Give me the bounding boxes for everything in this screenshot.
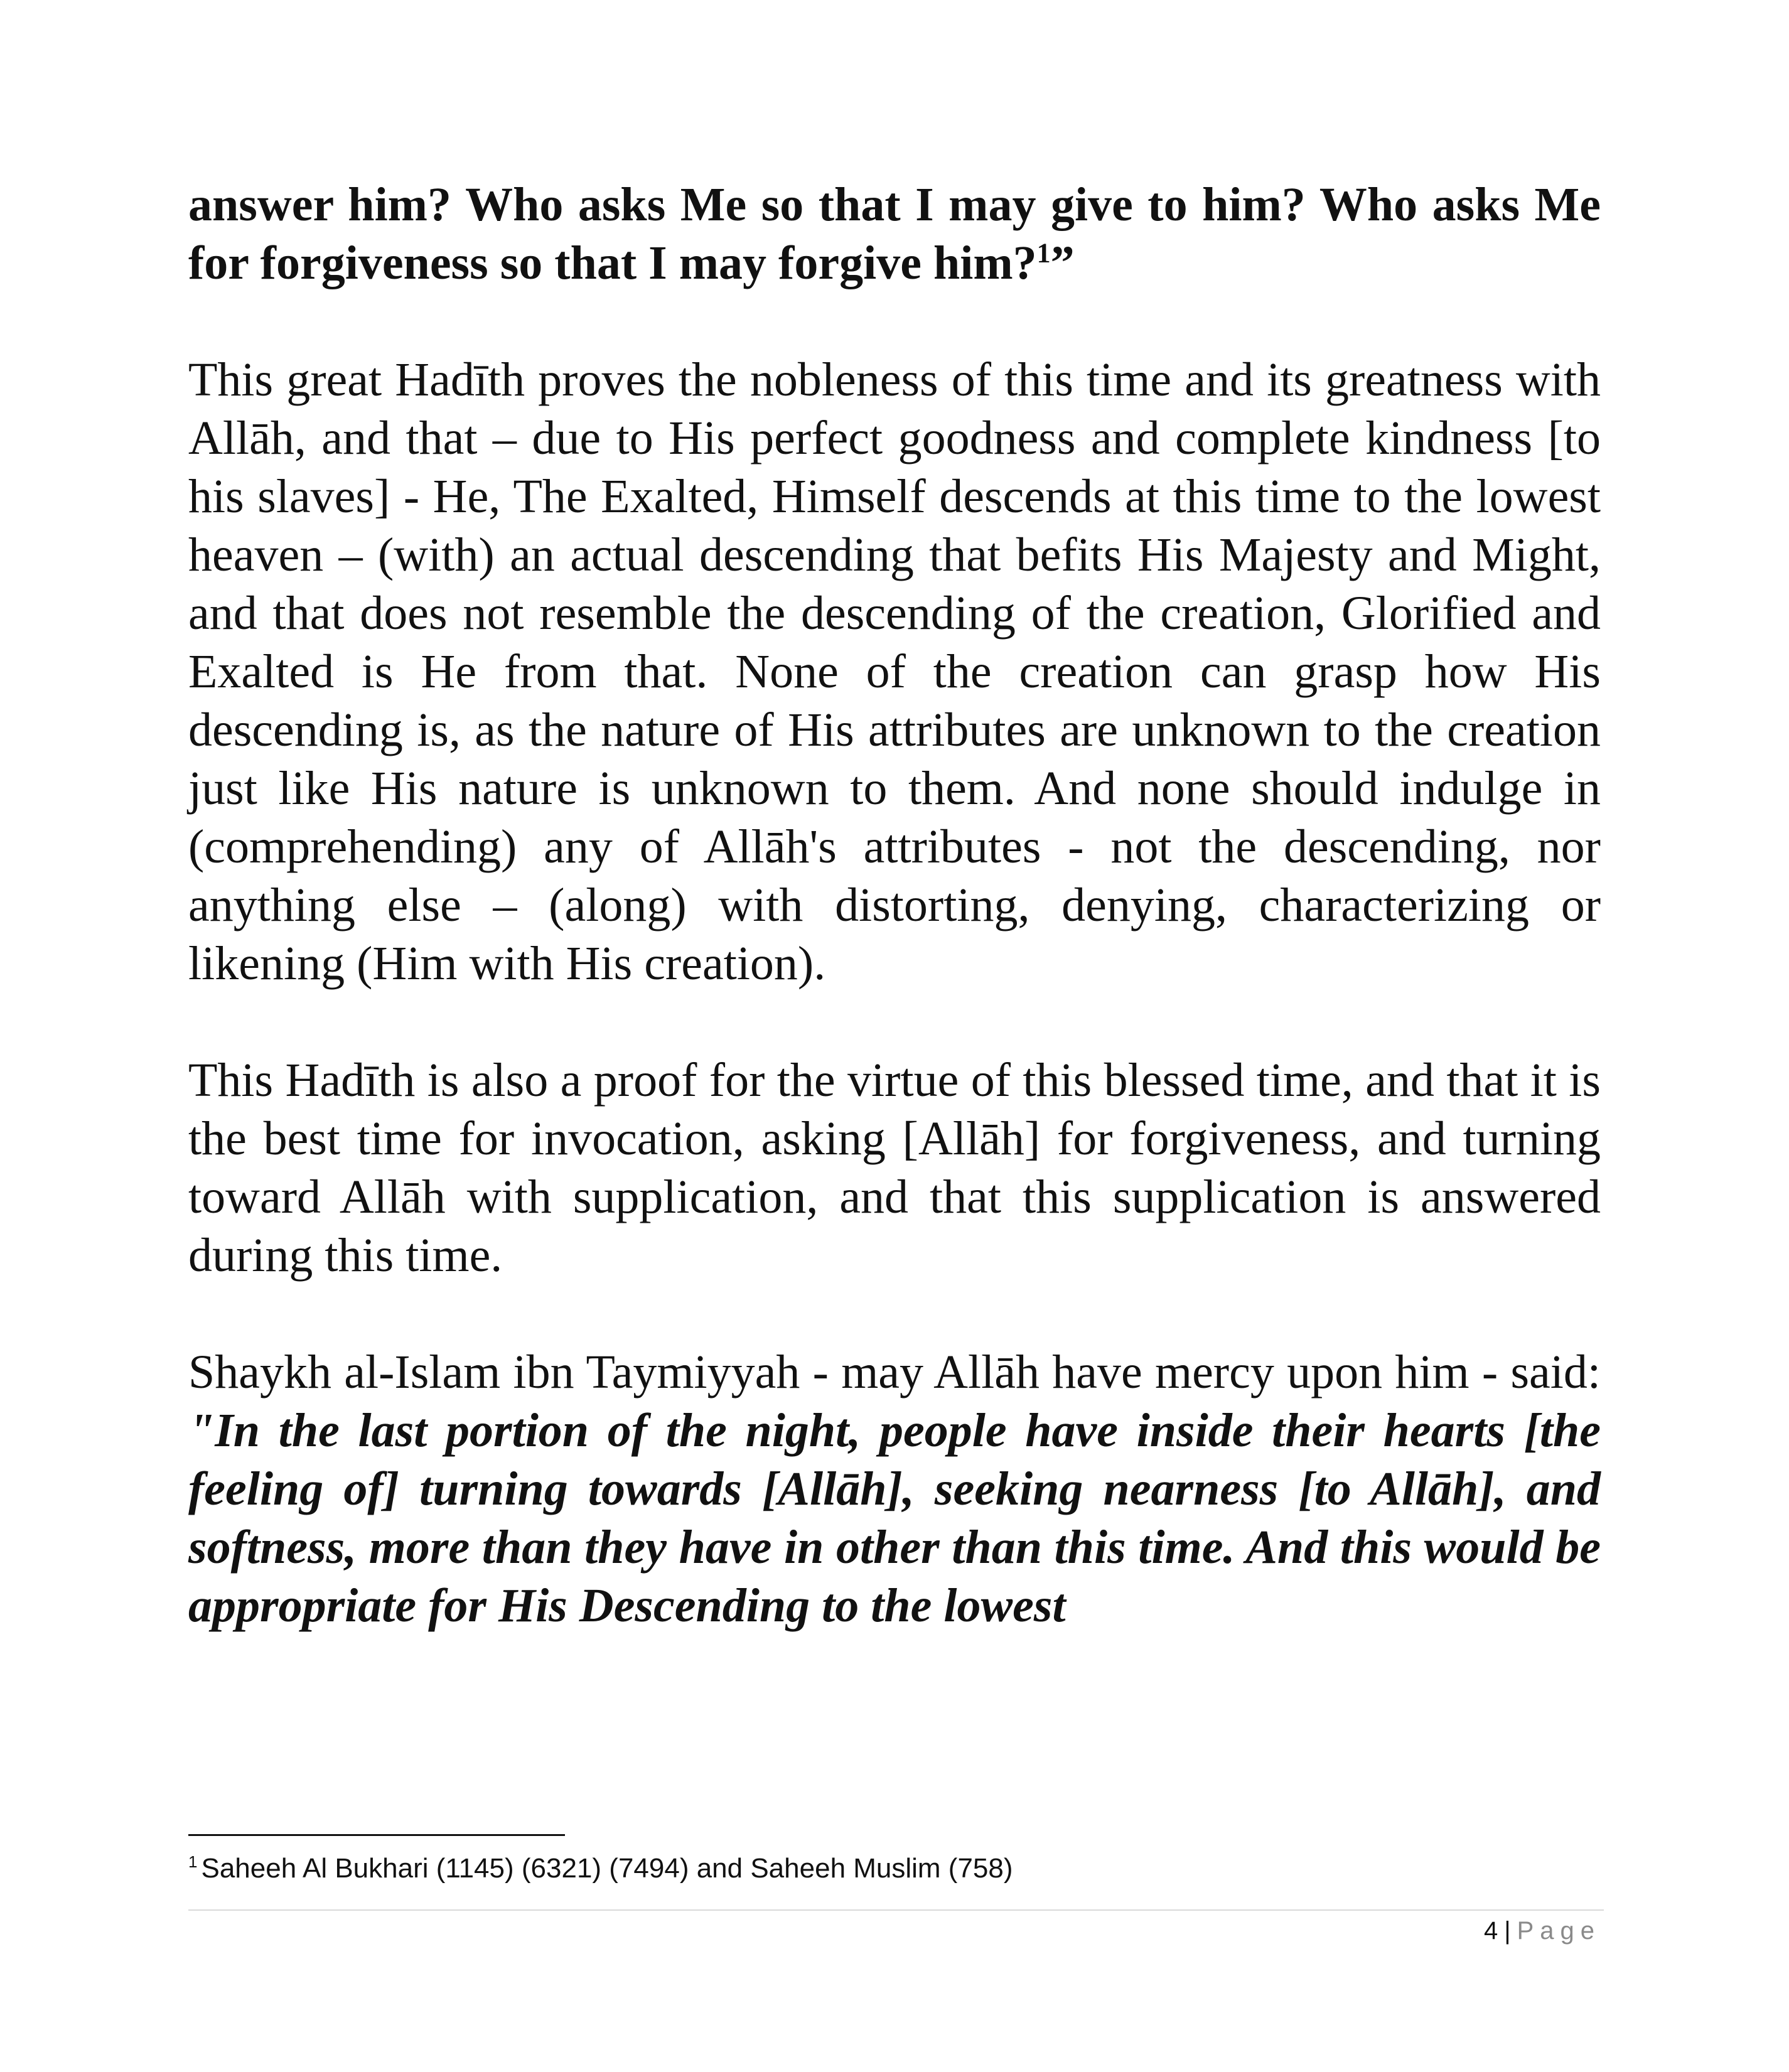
- page-number: 4: [1483, 1917, 1498, 1945]
- footer-divider: [188, 1909, 1604, 1911]
- page-label: Page: [1517, 1917, 1601, 1945]
- paragraph-virtue-of-time: This Hadīth is also a proof for the virtue of this blessed time, and that it is the best time for invocation, asking [Allāh] for forgiveness, and turning toward Allāh with supplication, and that this supplication is answered during this time.: [188, 1054, 1601, 1282]
- footnote: [188, 1850, 1013, 1887]
- closing-quote-mark: ”: [1050, 237, 1075, 289]
- hadith-quote-text: answer him? Who asks Me so that I may give to him? Who asks Me for forgiveness so that I may forgive him?: [188, 178, 1601, 289]
- hadith-quote-ending: [188, 176, 1601, 293]
- footnote-separator: [188, 1834, 565, 1836]
- quote-attribution: Shaykh al-Islam ibn Taymiyyah - may Allāh have mercy upon him - said:: [188, 1346, 1601, 1398]
- ibn-taymiyyah-quote: "In the last portion of the night, people have inside their hearts [the feeling of] turning towards [Allāh], seeking nearness [to Allāh], and softness, more than they have in other than this time. And this would be appropriate for His Descending to the lowest: [188, 1404, 1601, 1632]
- paragraph-hadith-explanation: This great Hadīth proves the nobleness of this time and its greatness with Allāh, and that – due to His perfect goodness and complete kindness [to his slaves] - He, The Exalted, Himself descends at this time to the lowest heaven – (with) an actual descending that befits His Majesty and Might, and that does not resemble the descending of the creation, Glorified and Exalted is He from that. None of the creation can grasp how His descending is, as the nature of His attributes are unknown to the creation just like His nature is unknown to them. And none should indulge in (comprehending) any of Allāh's attributes - not the descending, nor anything else – (along) with distorting, denying, characterizing or likening (Him with His creation).: [188, 353, 1601, 990]
- footnote-reference[interactable]: 1: [1036, 237, 1051, 269]
- page-footer: [1484, 1914, 1601, 1947]
- paragraph-ibn-taymiyyah: [188, 1343, 1601, 1635]
- footnote-marker: 1: [188, 1852, 198, 1872]
- footer-separator: |: [1504, 1917, 1511, 1945]
- footnote-text: Saheeh Al Bukhari (1145) (6321) (7494) and Saheeh Muslim (758): [201, 1853, 1013, 1884]
- page-content: [188, 176, 1601, 1694]
